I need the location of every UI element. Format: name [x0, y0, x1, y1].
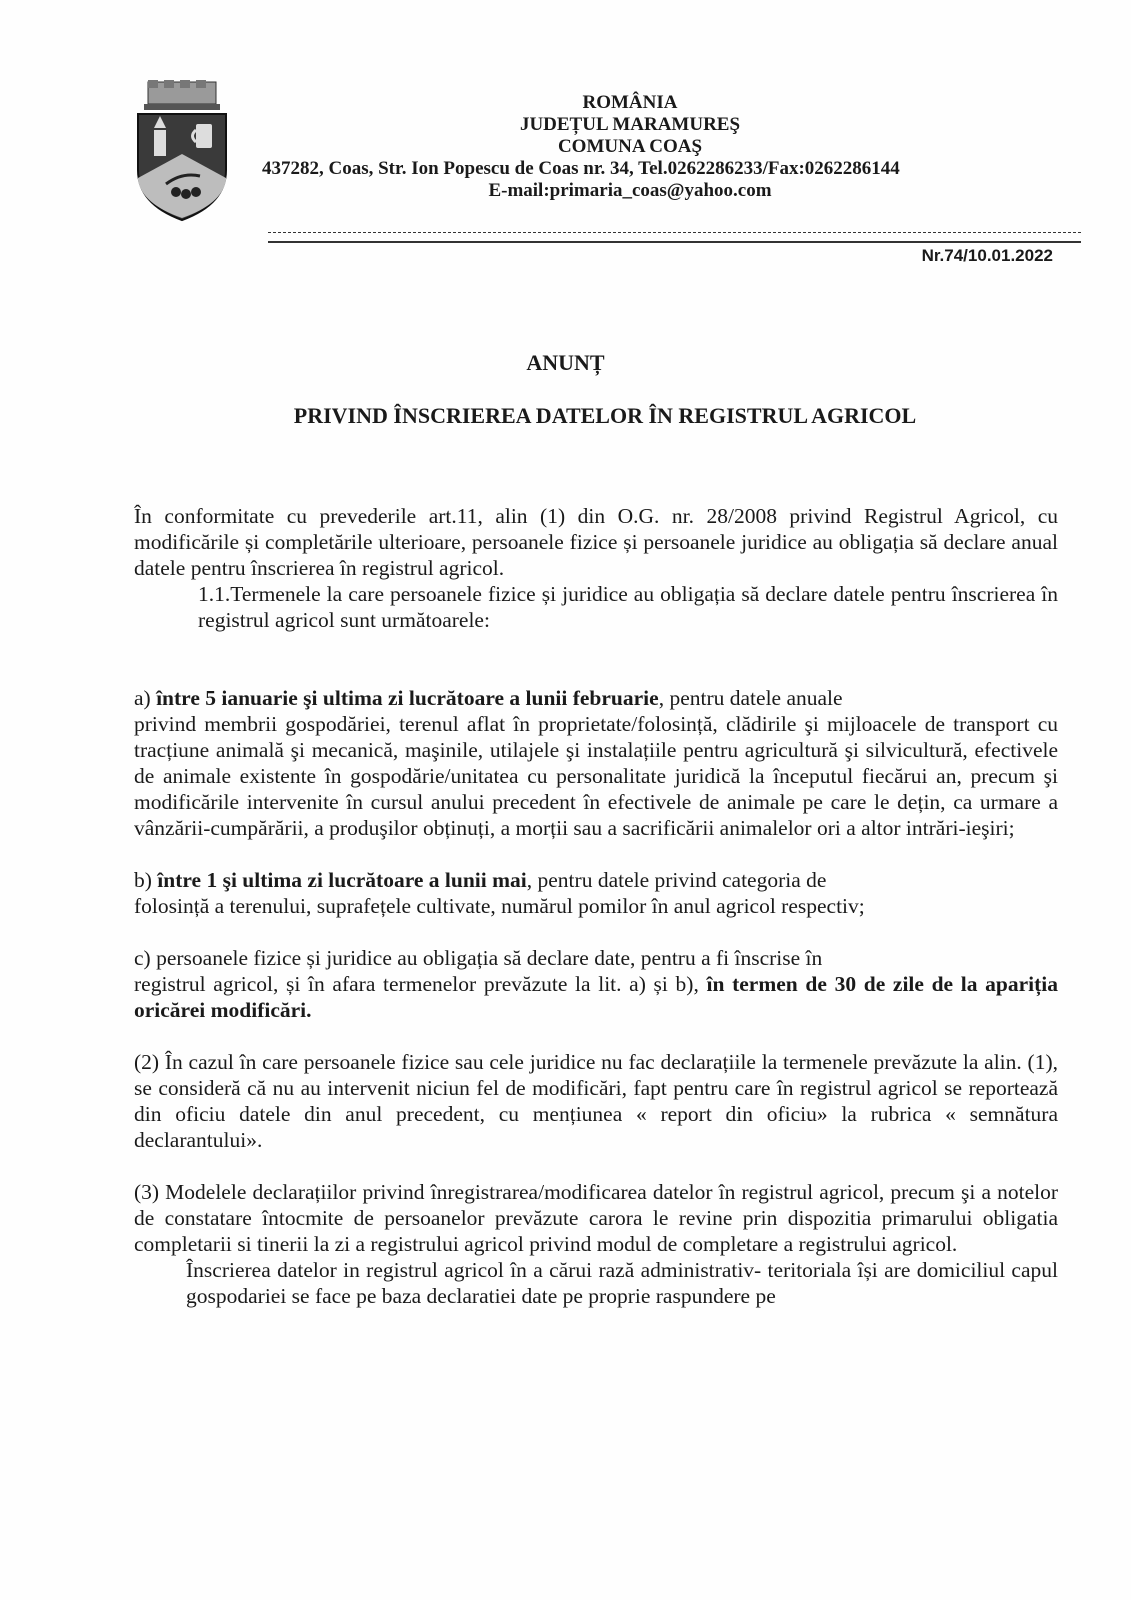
document-body: [134, 503, 1058, 1309]
item-a-deadline: între 5 ianuarie şi ultima zi lucrătoare a lunii februarie: [156, 686, 659, 710]
item-c-line2: registrul agricol, și în afara termenelor prevăzute la lit. a) și b), în termen de 30 de zile de la apariția oricărei modificări.: [134, 972, 1058, 1022]
letterhead-commune: COMUNA COAŞ: [557, 136, 703, 157]
item-b-header: b) între 1 şi ultima zi lucrătoare a lunii mai, pentru datele privind categoria de: [134, 868, 827, 892]
item-b-deadline: între 1 şi ultima zi lucrătoare a lunii mai: [157, 868, 527, 892]
letterhead-address: 437282, Coas, Str. Ion Popescu de Coas nr. 34, Tel.0262286233/Fax:0262286144: [262, 158, 900, 179]
item-a-header: a) între 5 ianuarie şi ultima zi lucrătoare a lunii februarie, pentru datele anuale: [134, 686, 843, 710]
letterhead: [250, 92, 1010, 202]
intro-paragraph: În conformitate cu prevederile art.11, alin (1) din O.G. nr. 28/2008 privind Registrul Agricol, cu modificările și completările ulterioare, persoanele fizice și persoanele juridice au obligația să declare anual datele pentru înscrierea în registrul agricol.: [134, 504, 1058, 580]
letterhead-email: E-mail:primaria_coas@yahoo.com: [488, 180, 772, 201]
header-divider: [268, 232, 1081, 243]
coat-of-arms-icon: [134, 80, 230, 222]
document-subtitle: PRIVIND ÎNSCRIEREA DATELOR ÎN REGISTRUL AGRICOL: [293, 403, 917, 428]
letterhead-country: ROMÂNIA: [582, 92, 678, 113]
paragraph-2: (2) În cazul în care persoanele fizice sau cele juridice nu fac declarațiile la termenele prevăzute la alin. (1), se consideră că nu au intervenit niciun fel de modificări, fapt pentru care în registrul agricol se reportează din oficiu datele din anul precedent, cu mențiunea « report din oficiu» la rubrica « semnătura declarantului».: [134, 1050, 1058, 1152]
document-title: ANUNȚ: [526, 350, 605, 375]
item-a-text: privind membrii gospodăriei, terenul aflat în proprietate/folosință, clădirile şi mijloacele de transport cu tracțiune animală şi mecanică, maşinile, utilajele şi instalațiile pentru agricultură şi silvicultură, efectivele de animale existente în gospodărie/unitatea cu personalitate juridică la începutul fiecărui an, precum şi modificările intervenite în cursul anului precedent în efectivele de animale pe care le dețin, ca urmare a vânzării-cumpărării, a produşilor obținuți, a morții sau a sacrificării animalelor ori a altor intrări-ieşiri;: [134, 712, 1058, 840]
letterhead-county: JUDEȚUL MARAMUREŞ: [519, 114, 741, 135]
item-c-deadline: în termen de 30 de zile de la apariția oricărei modificări.: [134, 972, 1058, 1022]
paragraph-3: (3) Modelele declarațiilor privind înregistrarea/modificarea datelor în registrul agricol, precum şi a notelor de constatare întocmite de persoanelor prevăzute carora le revine prin dispozitia primarului obligatia completarii si tinerii la zi a registrului agricol privind modul de completare a registrului agricol.: [134, 1180, 1058, 1256]
reference-number: Nr.74/10.01.2022: [921, 246, 1053, 265]
paragraph-4: Înscrierea datelor in registrul agricol în a cărui rază administrativ- teritoriala își are domiciliul capul gospodariei se face pe baza declaratiei date pe proprie raspundere pe: [186, 1258, 1058, 1308]
paragraph-1-1: 1.1.Termenele la care persoanele fizice și juridice au obligația să declare datele pentru înscrierea în registrul agricol sunt următoarele:: [198, 582, 1058, 632]
item-c-line1: c) persoanele fizice și juridice au obligația să declare date, pentru a fi înscrise în: [134, 946, 823, 970]
item-b-text: folosință a terenului, suprafețele cultivate, numărul pomilor în anul agricol respectiv;: [134, 894, 865, 918]
